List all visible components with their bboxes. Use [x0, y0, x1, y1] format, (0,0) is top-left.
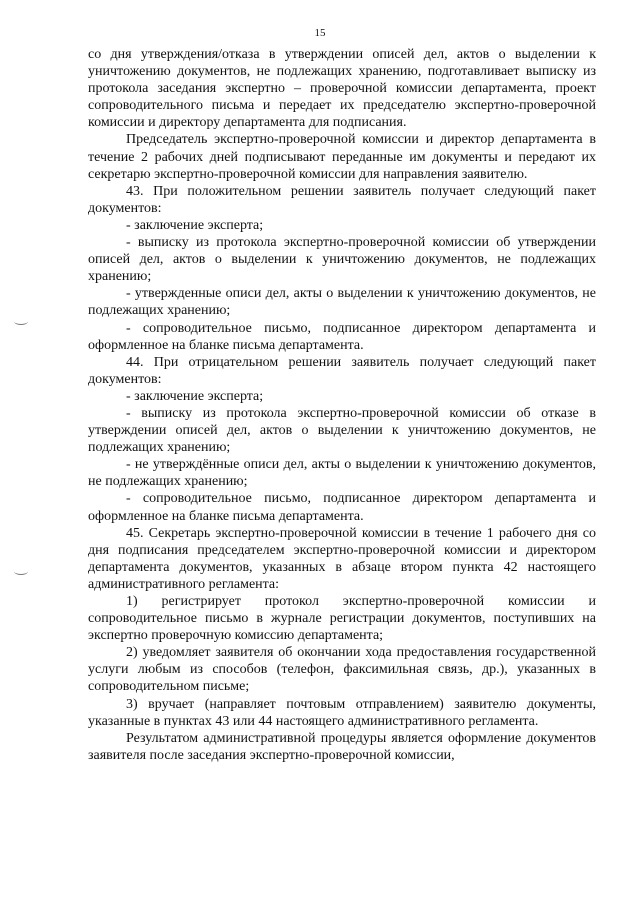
list-item: 2) уведомляет заявителя об окончании хода предоставления государственной услуги любым из способов (телефон, факсимильная связь, др.), указанных в сопроводительном письме;: [88, 645, 596, 695]
list-item: - сопроводительное письмо, подписанное директором департамента и оформленное на бланке письма департамента.: [88, 320, 596, 353]
list-item: - заключение эксперта;: [126, 388, 264, 404]
list-item: - выписку из протокола экспертно-проверочной комиссии об отказе в утверждении описей дел, актов о выделении к уничтожению документов, не подлежащих хранению;: [88, 405, 596, 456]
list-item: - сопроводительное письмо, подписанное директором департамента и оформленное на бланке письма департамента.: [88, 491, 596, 524]
binding-hole-mark: [14, 568, 28, 575]
list-item: - не утверждённые описи дел, акты о выделении к уничтожению документов, не подлежащих хранению;: [88, 457, 596, 490]
paragraph: Результатом административной процедуры является оформление документов заявителя после заседания экспертно-проверочной комиссии,: [88, 730, 596, 763]
paragraph: 43. При положительном решении заявитель получает следующий пакет документов:: [88, 183, 596, 216]
paragraph: 44. При отрицательном решении заявитель получает следующий пакет документов:: [88, 354, 596, 387]
paragraph: со дня утверждения/отказа в утверждении описей дел, актов о выделении к уничтожению документов, не подлежащих хранению, подготавливает выписку из протокола заседания экспертно – проверочной комиссии департамента, проект сопроводительного письма и передает их председателю экспертно-проверочной комиссии и директору департамента для подписания.: [88, 47, 596, 131]
list-item: 1) регистрирует протокол экспертно-проверочной комиссии и сопроводительное письмо в журнале регистрации документов, поступивших на экспертно проверочную комиссию департамента;: [88, 594, 596, 644]
list-item: 3) вручает (направляет почтовым отправлением) заявителю документы, указанные в пунктах 43 или 44 настоящего административного регламента.: [88, 696, 596, 729]
list-item: - выписку из протокола экспертно-проверочной комиссии об утверждении описей дел, актов о выделении к уничтожению документов, не подлежащих хранению;: [88, 235, 596, 285]
list-item: - утвержденные описи дел, акты о выделении к уничтожению документов, не подлежащих хранению;: [88, 286, 596, 319]
list-item: - заключение эксперта;: [126, 217, 264, 233]
page-number: 15: [314, 27, 326, 39]
paragraph: 45. Секретарь экспертно-проверочной комиссии в течение 1 рабочего дня со дня подписания председателем экспертно-проверочной комиссии и директором департамента документов, указанных в абзаце втором пункта 42 настоящего административного регламента:: [88, 525, 596, 592]
binding-hole-mark: [14, 318, 28, 325]
paragraph: Председатель экспертно-проверочной комиссии и директор департамента в течение 2 рабочих дней подписывают переданные им документы и передают их секретарю экспертно-проверочной комиссии для направления заявителю.: [88, 132, 596, 182]
document-body: [88, 46, 596, 764]
